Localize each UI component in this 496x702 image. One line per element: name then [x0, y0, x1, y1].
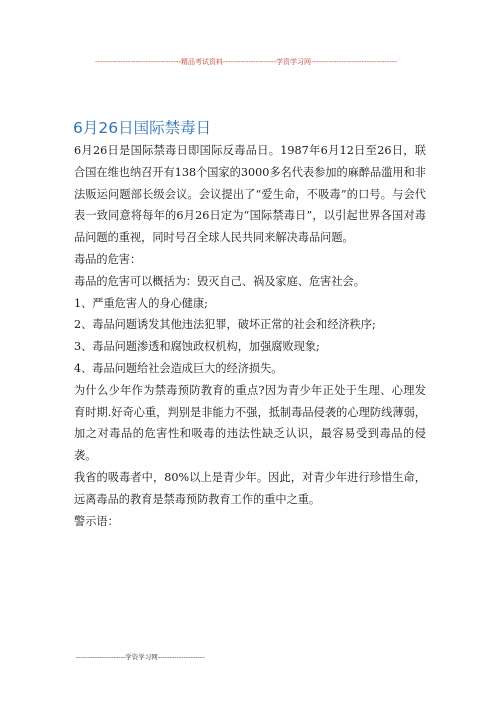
- harm-item-4: 4、毒品问题给社会造成巨大的经济损失。: [74, 361, 283, 375]
- intro-paragraph: 6月26日是国际禁毒日即国际反毒品日。1987年6月12日至26日，联合国在维也纳召开有138个国家的3000多名代表参加的麻醉品滥用和非法贩运问题部长级会议。会议提出了“爱生命，不吸毒”的口号。与会代表一致同意将每年的6月26日定为“国际禁毒日”，以引起世界各国对毒品问题的重视，同时号召全球人民共同来解决毒品问题。: [74, 144, 426, 245]
- section-heading-harm: 毒品的危害：: [74, 252, 142, 266]
- youth-paragraph: 为什么少年作为禁毒预防教育的重点?因为青少年正处于生理、心理发育时期.好奇心重，判别是非能力不强，抵制毒品侵袭的心理防线薄弱，加之对毒品的危害性和吸毒的违法性缺乏认识，最容易受到毒品的侵袭。: [74, 383, 426, 463]
- warning-heading: 警示语：: [74, 514, 119, 528]
- harm-item-3: 3、毒品问题渗透和腐蚀政权机构，加强腐败现象;: [74, 340, 320, 354]
- page-header: ----------------------------------精品考试资料---------------------学资学习网----------------------------------: [95, 58, 397, 66]
- harm-summary: 毒品的危害可以概括为：毁灭自己、祸及家庭、危害社会。: [74, 274, 365, 288]
- document-body: [74, 140, 426, 532]
- document-title: 6月26日国际禁毒日: [73, 119, 212, 137]
- harm-item-2: 2、毒品问题诱发其他违法犯罪，破坏正常的社会和经济秩序;: [74, 318, 376, 332]
- page-footer: ---------------------学资学习网--------------------: [76, 653, 205, 661]
- province-paragraph: 我省的吸毒者中，80%以上是青少年。因此，对青少年进行珍惜生命，远离毒品的教育是禁毒预防教育工作的重中之重。: [74, 470, 426, 506]
- harm-item-1: 1、严重危害人的身心健康;: [74, 296, 208, 310]
